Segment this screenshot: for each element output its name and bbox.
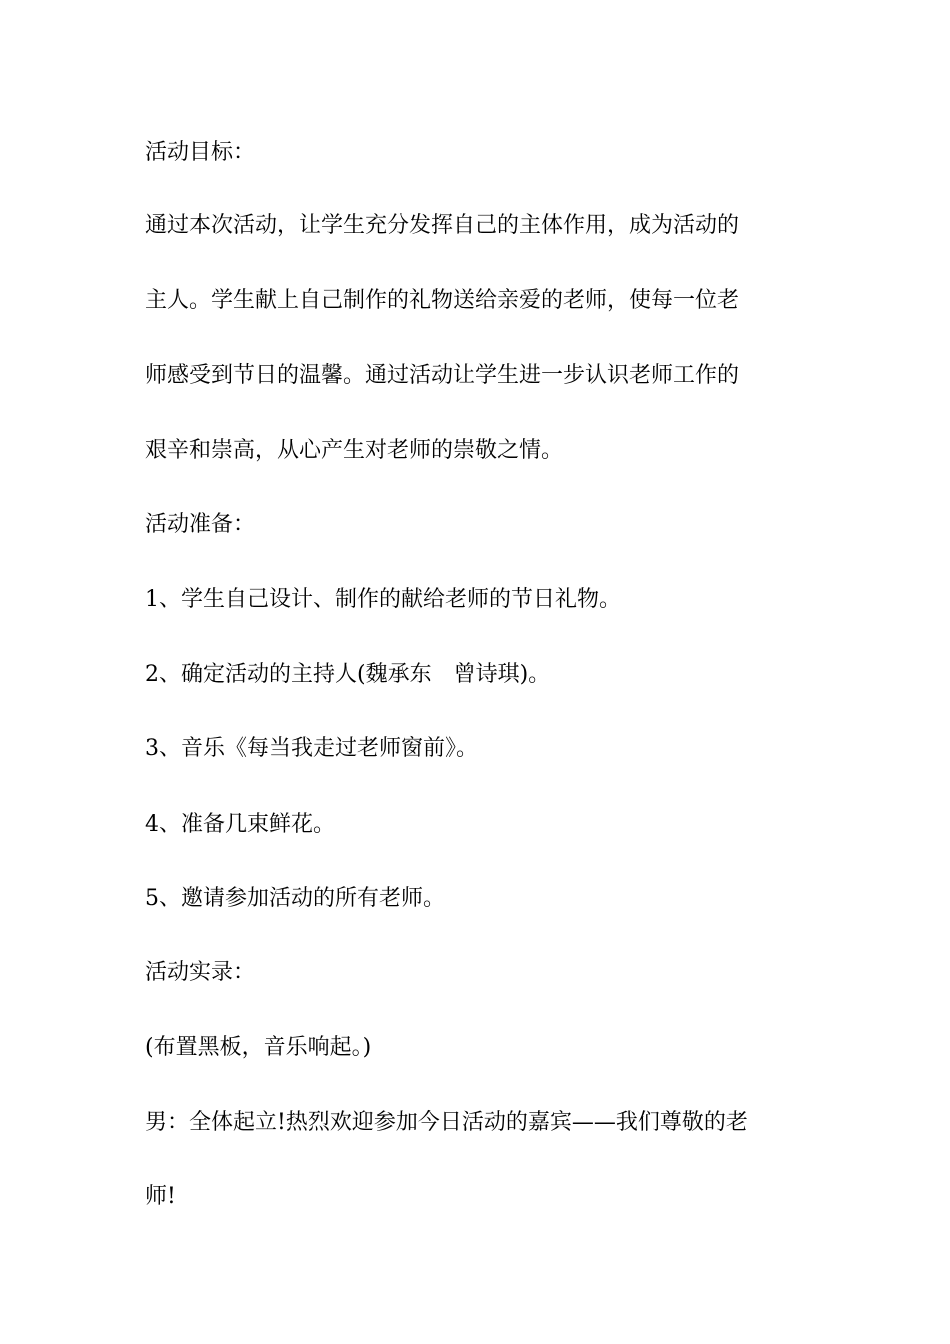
paragraph-line: 男：全体起立!热烈欢迎参加今日活动的嘉宾——我们尊敬的老: [145, 1110, 748, 1135]
list-item: 2、确定活动的主持人(魏承东 曾诗琪)。: [145, 662, 551, 687]
paragraph-line: 通过本次活动，让学生充分发挥自己的主体作用，成为活动的: [145, 213, 740, 238]
heading-activity-preparation: 活动准备：: [145, 512, 256, 537]
list-item: 5、邀请参加活动的所有老师。: [145, 886, 445, 911]
heading-activity-record: 活动实录：: [145, 960, 256, 985]
paragraph-line: 师!: [145, 1184, 176, 1209]
stage-direction: (布置黑板，音乐响起。): [145, 1035, 372, 1060]
list-item: 1、学生自己设计、制作的献给老师的节日礼物。: [145, 587, 621, 612]
list-item: 3、音乐《每当我走过老师窗前》。: [145, 736, 478, 761]
heading-activity-goals: 活动目标：: [145, 140, 256, 165]
paragraph-line: 师感受到节日的温馨。通过活动让学生进一步认识老师工作的: [145, 363, 740, 388]
paragraph-line: 主人。学生献上自己制作的礼物送给亲爱的老师，使每一位老: [145, 288, 740, 313]
list-item: 4、准备几束鲜花。: [145, 812, 335, 837]
paragraph-line: 艰辛和崇高，从心产生对老师的崇敬之情。: [145, 438, 564, 463]
